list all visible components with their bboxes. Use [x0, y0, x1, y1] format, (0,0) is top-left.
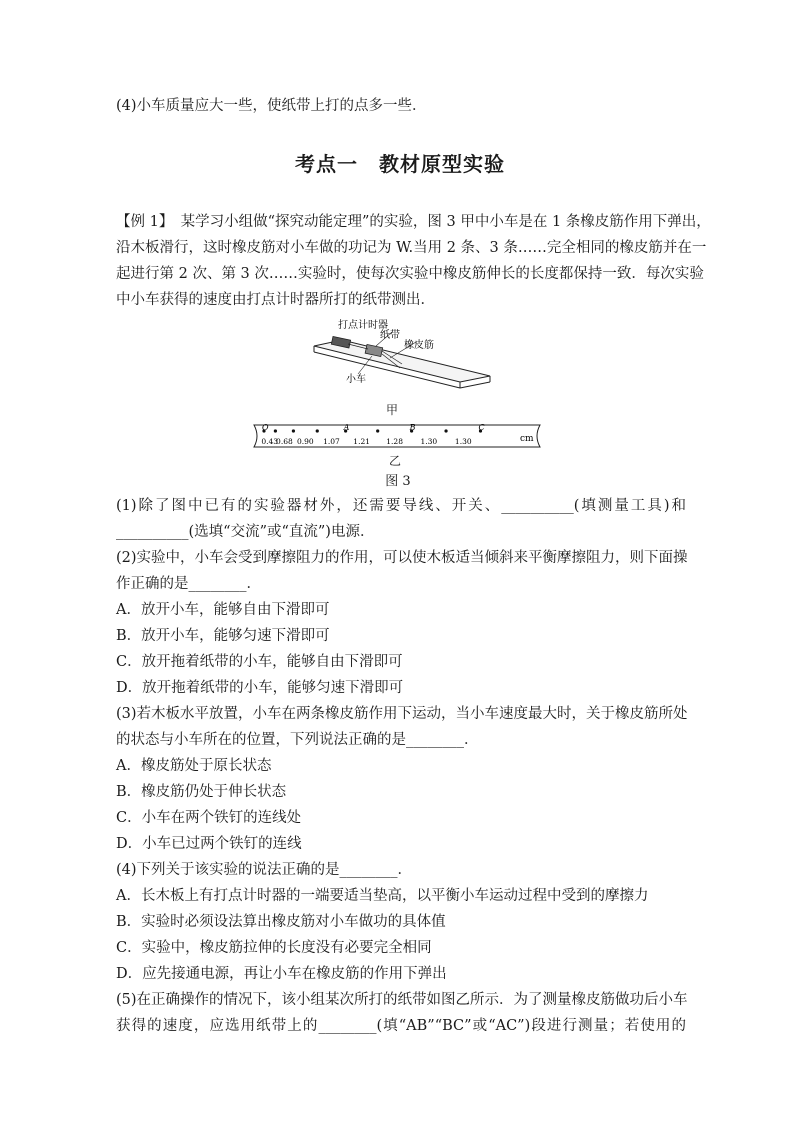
example-line-2: 沿木板滑行，这时橡皮筋对小车做的功记为 W.当用 2 条、3 条……完全相同的橡皮筋并在一 [116, 240, 707, 256]
label-timer: 打点计时器 [338, 320, 388, 331]
example-line-4: 中小车获得的速度由打点计时器所打的纸带测出． [116, 292, 435, 308]
tape-figure [248, 420, 548, 452]
tape-interval-label: 0.68 [276, 437, 293, 446]
tape-dot [292, 429, 295, 432]
tape-dot [376, 429, 379, 432]
q2-line-1: (2)实验中，小车会受到摩擦阻力的作用，可以使木板适当倾斜来平衡摩擦阻力，则下面操 [116, 550, 688, 566]
tape-point-label: A [343, 423, 350, 432]
q2-option-a: A．放开小车，能够自由下滑即可 [116, 602, 330, 618]
q3-option-c: C．小车在两个铁钉的连线处 [116, 810, 302, 826]
q2-option-d: D．放开拖着纸带的小车，能够匀速下滑即可 [116, 680, 404, 696]
label-rubber: 橡皮筋 [404, 340, 434, 351]
tape-interval-label: 1.30 [420, 437, 438, 446]
section-title: 考点一 教材原型实验 [295, 152, 505, 176]
q4-option-d: D．应先接通电源，再让小车在橡皮筋的作用下弹出 [116, 966, 447, 982]
q5-line-2: 获得的速度，应选用纸带上的________(填“AB”“BC”或“AC”)段进行测量；若使用的 [116, 1018, 686, 1034]
tape-dot [274, 429, 277, 432]
tape-interval-label: 1.30 [454, 437, 472, 446]
tape-dot [444, 429, 447, 432]
tape-interval-label: 1.28 [386, 437, 403, 446]
tape-point-label: O [262, 423, 269, 432]
q3-option-a: A．橡皮筋处于原长状态 [116, 758, 272, 774]
caption-jia: 甲 [385, 403, 398, 417]
q3-line-1: (3)若木板水平放置，小车在两条橡皮筋作用下运动，当小车速度最大时，关于橡皮筋所处 [116, 706, 688, 722]
tape-interval-label: 0.90 [296, 437, 314, 446]
q5-line-1: (5)在正确操作的情况下，该小组某次所打的纸带如图乙所示．为了测量橡皮筋做功后小车 [116, 992, 688, 1008]
tape-interval-label: 0.43 [261, 437, 279, 446]
q3-option-d: D．小车已过两个铁钉的连线 [116, 836, 302, 852]
q2-option-b: B．放开小车，能够匀速下滑即可 [116, 628, 330, 644]
caption-yi: 乙 [388, 454, 401, 468]
tape-interval-label: 1.07 [323, 437, 340, 446]
tape-unit: cm [520, 434, 534, 444]
q1-line-1: (1)除了图中已有的实验器材外，还需要导线、开关、__________(填测量工具)和 [116, 498, 686, 514]
label-cart: 小车 [346, 374, 366, 385]
tape-interval-label: 1.21 [353, 437, 371, 446]
apparatus-figure [300, 318, 500, 402]
q4-line-1: (4)下列关于该实验的说法正确的是________． [116, 862, 413, 878]
q3-line-2: 的状态与小车所在的位置，下列说法正确的是________． [116, 732, 479, 748]
intro-line: (4)小车质量应大一些，使纸带上打的点多一些． [116, 98, 427, 114]
q1-line-2: __________(选填“交流”或“直流”)电源． [116, 524, 375, 540]
q4-option-b: B．实验时必须设法算出橡皮筋对小车做功的具体值 [116, 914, 446, 930]
example-line-3: 起进行第 2 次、第 3 次……实验时，使每次实验中橡皮筋伸长的长度都保持一致．每次实验 [116, 266, 704, 282]
label-tape: 纸带 [380, 330, 400, 341]
q3-option-b: B．橡皮筋仍处于伸长状态 [116, 784, 287, 800]
tape-point-label: C [478, 423, 485, 432]
tape-dot [316, 429, 319, 432]
q2-option-c: C．放开拖着纸带的小车，能够自由下滑即可 [116, 654, 403, 670]
q2-line-2: 作正确的是________． [116, 576, 261, 592]
q4-option-c: C．实验中，橡皮筋拉伸的长度没有必要完全相同 [116, 940, 432, 956]
example-line-1: 【例 1】 某学习小组做“探究动能定理”的实验，图 3 甲中小车是在 1 条橡皮筋作用下弹出， [116, 214, 711, 230]
q4-option-a: A．长木板上有打点计时器的一端要适当垫高，以平衡小车运动过程中受到的摩擦力 [116, 888, 649, 904]
tape-point-label: B [409, 423, 416, 432]
caption-fig: 图 3 [385, 474, 411, 489]
